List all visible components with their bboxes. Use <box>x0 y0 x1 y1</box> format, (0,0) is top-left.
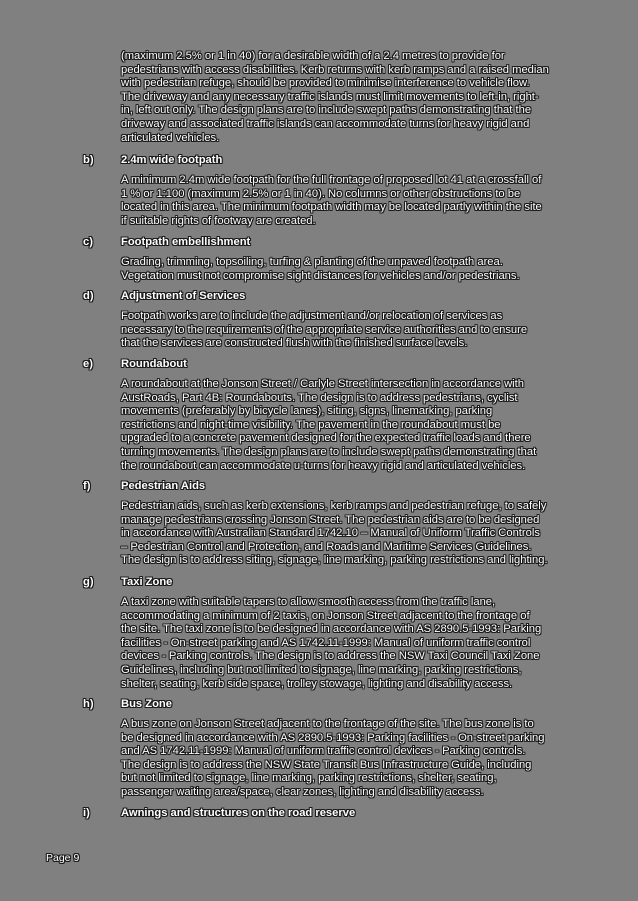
text-line: turning movements. The design plans are to include swept paths demonstrating that <box>121 445 537 458</box>
page-number: Page 9 <box>46 852 80 864</box>
text-line: be designed in accordance with AS 2890.5-1993: Parking facilities - On-street parking <box>121 731 545 744</box>
text-line: passenger waiting area/space, clear zones, lighting and disability access. <box>121 785 484 798</box>
text-line: movements (preferably by bicycle lanes), siting, signs, linemarking, parking <box>121 405 493 418</box>
section-label: g) <box>83 576 94 588</box>
text-line: and AS 1742.11-1999: Manual of uniform traffic control devices - Parking controls. <box>121 745 526 758</box>
text-line: manage pedestrians crossing Jonson Street. The pedestrian aids are to be designed <box>121 513 540 526</box>
text-line: The design is to address the NSW State Transit Bus Infrastructure Guide, including <box>121 758 532 771</box>
section-label: i) <box>83 807 90 819</box>
text-line: located in this area. The minimum footpath width may be located partly within the site <box>121 201 542 214</box>
text-line: facilities - On-street parking and AS 1742.11-1999: Manual of uniform traffic control <box>121 636 531 649</box>
text-line: The driveway and any necessary traffic islands must limit movements to left-in, right- <box>121 90 539 103</box>
text-line: AustRoads, Part 4B: Roundabouts. The design is to address pedestrians, cyclist <box>121 391 518 404</box>
text-line: A roundabout at the Jonson Street / Carlyle Street intersection in accordance with <box>121 378 524 390</box>
text-line: Grading, trimming, topsoiling, turfing & planting of the unpaved footpath area. <box>121 256 503 268</box>
section-label: h) <box>83 698 94 710</box>
text-line: with pedestrian refuge, should be provided to minimise interference to vehicle flow. <box>121 77 530 90</box>
text-line: if suitable rights of footway are created. <box>121 214 316 227</box>
text-line: Vegetation must not compromise sight distances for vehicles and/or pedestrians. <box>121 269 520 282</box>
text-line: the roundabout can accommodate u-turns for heavy rigid and articulated vehicles. <box>121 459 526 472</box>
section-body <box>121 256 583 283</box>
text-line: devices - Parking controls. The design is to address the NSW Taxi Council Taxi Zone <box>121 650 540 663</box>
text-line: accommodating a minimum of 2 taxis, on Jonson Street adjacent to the frontage of <box>121 609 530 622</box>
text-line: upgraded to a concrete pavement designed for the expected traffic loads and there <box>121 432 531 445</box>
section-heading: Roundabout <box>121 358 187 370</box>
section-heading: Taxi Zone <box>121 576 173 588</box>
text-line: Pedestrian aids, such as kerb extensions, kerb ramps and pedestrian refuge, to safely <box>121 500 547 512</box>
section-heading: 2.4m wide footpath <box>121 154 223 166</box>
section-heading: Footpath embellishment <box>121 236 251 248</box>
text-line: Footpath works are to include the adjustment and/or relocation of services as <box>121 310 503 322</box>
text-line: articulated vehicles. <box>121 131 220 144</box>
section-body <box>121 596 583 691</box>
section-label: f) <box>83 480 91 492</box>
text-line: driveway and associated traffic islands can accommodate turns for heavy rigid and <box>121 117 530 130</box>
section-body <box>121 378 583 473</box>
text-line: (maximum 2.5% or 1 in 40) for a desirable width of a 2.4 metres to provide for <box>121 50 505 62</box>
section-heading: Bus Zone <box>121 698 172 710</box>
section-label: d) <box>83 290 94 302</box>
text-line: The design is to address siting, signage, line marking, parking restrictions and lighting. <box>121 554 548 567</box>
lead-paragraph <box>121 50 583 145</box>
section-body <box>121 500 583 568</box>
text-line: A taxi zone with suitable tapers to allow smooth access from the traffic lane, <box>121 596 496 608</box>
text-line: A minimum 2.4m wide footpath for the full frontage of proposed lot 41 at a crossfall of <box>121 174 542 186</box>
text-line: Guidelines, including but not limited to signage, line marking, parking restrictions, <box>121 663 522 676</box>
section-body <box>121 310 583 351</box>
text-line: 1 % or 1:100 (maximum 2.5% or 1 in 40). No columns or other obstructions to be <box>121 187 521 200</box>
text-line: that the services are constructed flush with the finished surface levels. <box>121 337 468 350</box>
section-heading: Adjustment of Services <box>121 290 246 302</box>
section-body <box>121 718 583 800</box>
text-line: shelter, seating, kerb side space, trolley stowage, lighting and disability access. <box>121 677 513 690</box>
text-line: A bus zone on Jonson Street adjacent to the frontage of the site. The bus zone is to <box>121 718 534 730</box>
text-line: pedestrians with access disabilities. Kerb returns with kerb ramps and a raised median <box>121 63 549 76</box>
text-line: the site. The taxi zone is to be designed in accordance with AS 2890.5-1993: Parking <box>121 623 542 636</box>
section-label: b) <box>83 154 94 166</box>
section-heading: Awnings and structures on the road reserve <box>121 807 356 819</box>
text-line: in, left out only. The design plans are to include swept paths demonstrating that the <box>121 104 532 117</box>
section-label: e) <box>83 358 93 370</box>
section-body <box>121 174 583 228</box>
section-label: c) <box>83 236 93 248</box>
text-line: necessary to the requirements of the appropriate service authorities and to ensure <box>121 323 528 336</box>
text-line: in accordance with Australian Standard 1742.10 – Manual of Uniform Traffic Controls <box>121 527 540 540</box>
text-line: but not limited to signage, line marking, parking restrictions, shelter, seating, <box>121 772 497 785</box>
text-line: – Pedestrian Control and Protection, and Roads and Maritime Services Guidelines. <box>121 540 532 553</box>
section-heading: Pedestrian Aids <box>121 480 206 492</box>
text-line: restrictions and night-time visibility. The pavement in the roundabout must be <box>121 418 501 431</box>
